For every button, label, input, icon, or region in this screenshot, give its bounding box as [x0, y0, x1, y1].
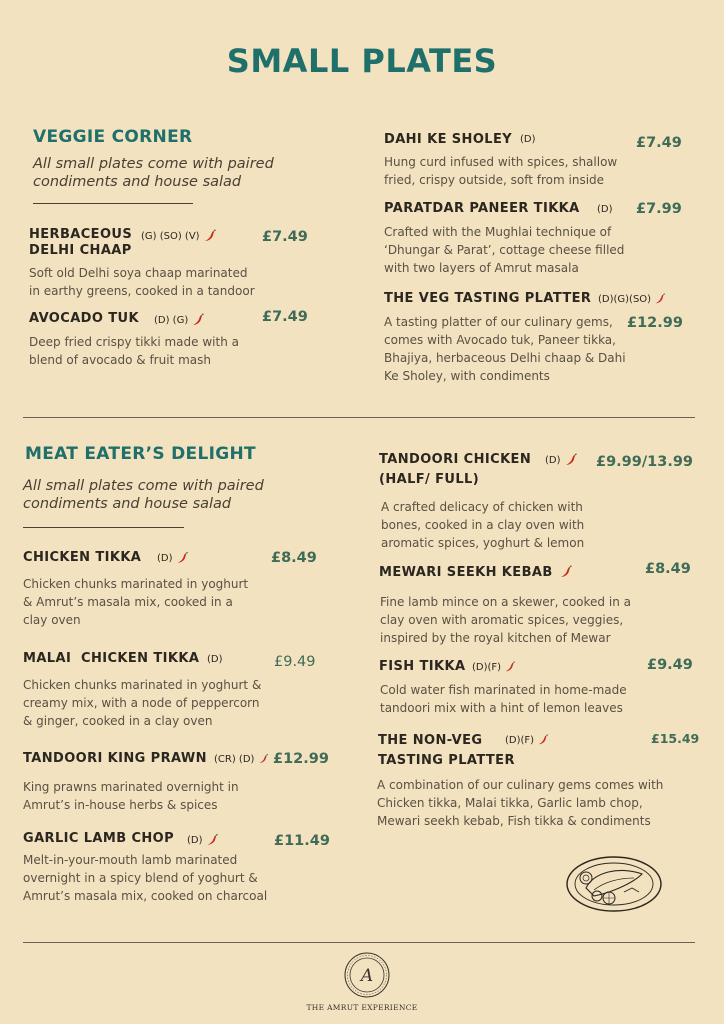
platter-illustration — [564, 852, 664, 914]
dietary-tags: (D) — [520, 134, 536, 145]
dietary-tags: (D)(G)(SO) — [598, 292, 666, 306]
item-price: £7.49 — [636, 135, 682, 151]
item-price: £8.49 — [645, 561, 691, 577]
item-description: Fine lamb mince on a skewer, cooked in a clay oven with aromatic spices, veggies, inspired by the royal kitchen of Mewar — [380, 595, 631, 645]
meat-subtitle-divider — [23, 527, 184, 528]
dietary-tags: (D) (G) — [154, 313, 205, 327]
item-price: £9.49 — [647, 657, 693, 673]
chili-icon — [191, 313, 205, 327]
section-divider — [23, 417, 695, 418]
dietary-tags: (CR) (D) — [214, 752, 269, 766]
item-price: £7.49 — [262, 309, 308, 325]
brand-name: THE AMRUT EXPERIENCE — [306, 1003, 418, 1012]
meat-section-title: MEAT EATER’S DELIGHT — [25, 444, 256, 464]
veggie-subtitle: All small plates come with paired condiments and house salad — [33, 156, 274, 190]
item-description: Hung curd infused with spices, shallow fried, crispy outside, soft from inside — [384, 155, 618, 187]
item-description: A tasting platter of our culinary gems, comes with Avocado tuk, Paneer tikka, Bhajiya, herbaceous Delhi chaap & Dahi Ke Sholey, with condiments — [384, 315, 626, 383]
item-price: £12.99 — [273, 751, 329, 767]
item-price: £15.49 — [651, 731, 700, 746]
item-price: £9.99/13.99 — [596, 454, 694, 470]
footer-divider — [23, 942, 695, 943]
chili-icon — [564, 453, 578, 467]
veggie-subtitle-divider — [33, 203, 193, 204]
chili-icon — [258, 752, 269, 766]
veggie-section-title: VEGGIE CORNER — [33, 127, 193, 147]
chili-icon — [176, 551, 189, 565]
chili-icon — [504, 660, 516, 674]
item-description: Chicken chunks marinated in yoghurt & Amrut’s masala mix, cooked in a clay oven — [23, 577, 249, 627]
chili-icon — [559, 565, 573, 579]
meat-subtitle: All small plates come with paired condiments and house salad — [23, 478, 264, 512]
item-price: £7.99 — [636, 201, 682, 217]
menu-item-name-avocado-tuk: AVOCADO TUK — [29, 311, 139, 326]
menu-item-name-chicken-tikka: CHICKEN TIKKA — [23, 550, 142, 565]
item-description: Deep fried crispy tikki made with a blend of avocado & fruit mash — [29, 335, 239, 367]
logo-letter: A — [360, 966, 374, 986]
item-price: £11.49 — [274, 833, 330, 849]
chili-icon — [537, 733, 549, 747]
dietary-tags: (D)(F) — [505, 733, 549, 747]
chili-icon — [654, 292, 666, 306]
dietary-tags — [559, 565, 573, 579]
menu-item-name-garlic-lamb-chop: GARLIC LAMB CHOP — [23, 831, 175, 846]
dietary-tags: (D)(F) — [472, 660, 516, 674]
menu-item-name-herbaceous-delhi-chaap: HERBACEOUS DELHI CHAAP — [29, 227, 133, 258]
dietary-tags: (D) — [545, 453, 578, 467]
menu-item-name-veg-tasting-platter: THE VEG TASTING PLATTER — [384, 291, 592, 306]
item-price: £12.99 — [627, 315, 683, 331]
page-title: SMALL PLATES — [226, 42, 498, 80]
item-description: Crafted with the Mughlai technique of ‘Dhungar & Parat’, cottage cheese filled with two layers of Amrut masala — [384, 225, 625, 275]
dietary-tags: (D) — [157, 551, 189, 565]
menu-item-name-malai-chicken-tikka: MALAI CHICKEN TIKKA — [23, 651, 200, 666]
item-price: £7.49 — [262, 229, 308, 245]
amrut-logo-emblem — [343, 951, 391, 999]
item-description: Melt-in-your-mouth lamb marinated overnight in a spicy blend of yoghurt & Amrut’s masala mix, cooked on charcoal — [23, 853, 268, 903]
menu-item-name-paratdar-paneer-tikka: PARATDAR PANEER TIKKA — [384, 201, 580, 216]
menu-item-name-fish-tikka: FISH TIKKA — [379, 659, 466, 674]
menu-item-name-tandoori-chicken: TANDOORI CHICKEN (HALF/ FULL) — [379, 452, 532, 487]
menu-item-name-tandoori-king-prawn: TANDOORI KING PRAWN — [23, 751, 207, 766]
dietary-tags: (D) — [207, 654, 223, 665]
dietary-tags: (D) — [597, 204, 613, 215]
dietary-tags: (G) (SO) (V) — [141, 229, 217, 243]
menu-item-name-mewari-seekh-kebab: MEWARI SEEKH KEBAB — [379, 565, 553, 580]
menu-item-name-non-veg-tasting-platter: THE NON-VEG TASTING PLATTER — [378, 733, 515, 768]
item-price: £8.49 — [271, 550, 317, 566]
item-description: A combination of our culinary gems comes with Chicken tikka, Malai tikka, Garlic lamb chop, Mewari seekh kebab, Fish tikka & condiments — [377, 778, 664, 828]
dietary-tags: (D) — [187, 833, 219, 847]
item-description: Cold water fish marinated in home-made tandoori mix with a hint of lemon leaves — [380, 683, 627, 715]
menu-item-name-dahi-ke-sholey: DAHI KE SHOLEY — [384, 132, 513, 147]
item-description: King prawns marinated overnight in Amrut’s in-house herbs & spices — [23, 780, 239, 812]
chili-icon — [203, 229, 217, 243]
item-price: £9.49 — [274, 654, 316, 670]
chili-icon — [206, 833, 219, 847]
item-description: Soft old Delhi soya chaap marinated in earthy greens, cooked in a tandoor — [29, 266, 255, 298]
item-description: A crafted delicacy of chicken with bones, cooked in a clay oven with aromatic spices, yoghurt & lemon — [381, 500, 585, 550]
item-description: Chicken chunks marinated in yoghurt & creamy mix, with a node of peppercorn & ginger, cooked in a clay oven — [23, 678, 262, 728]
